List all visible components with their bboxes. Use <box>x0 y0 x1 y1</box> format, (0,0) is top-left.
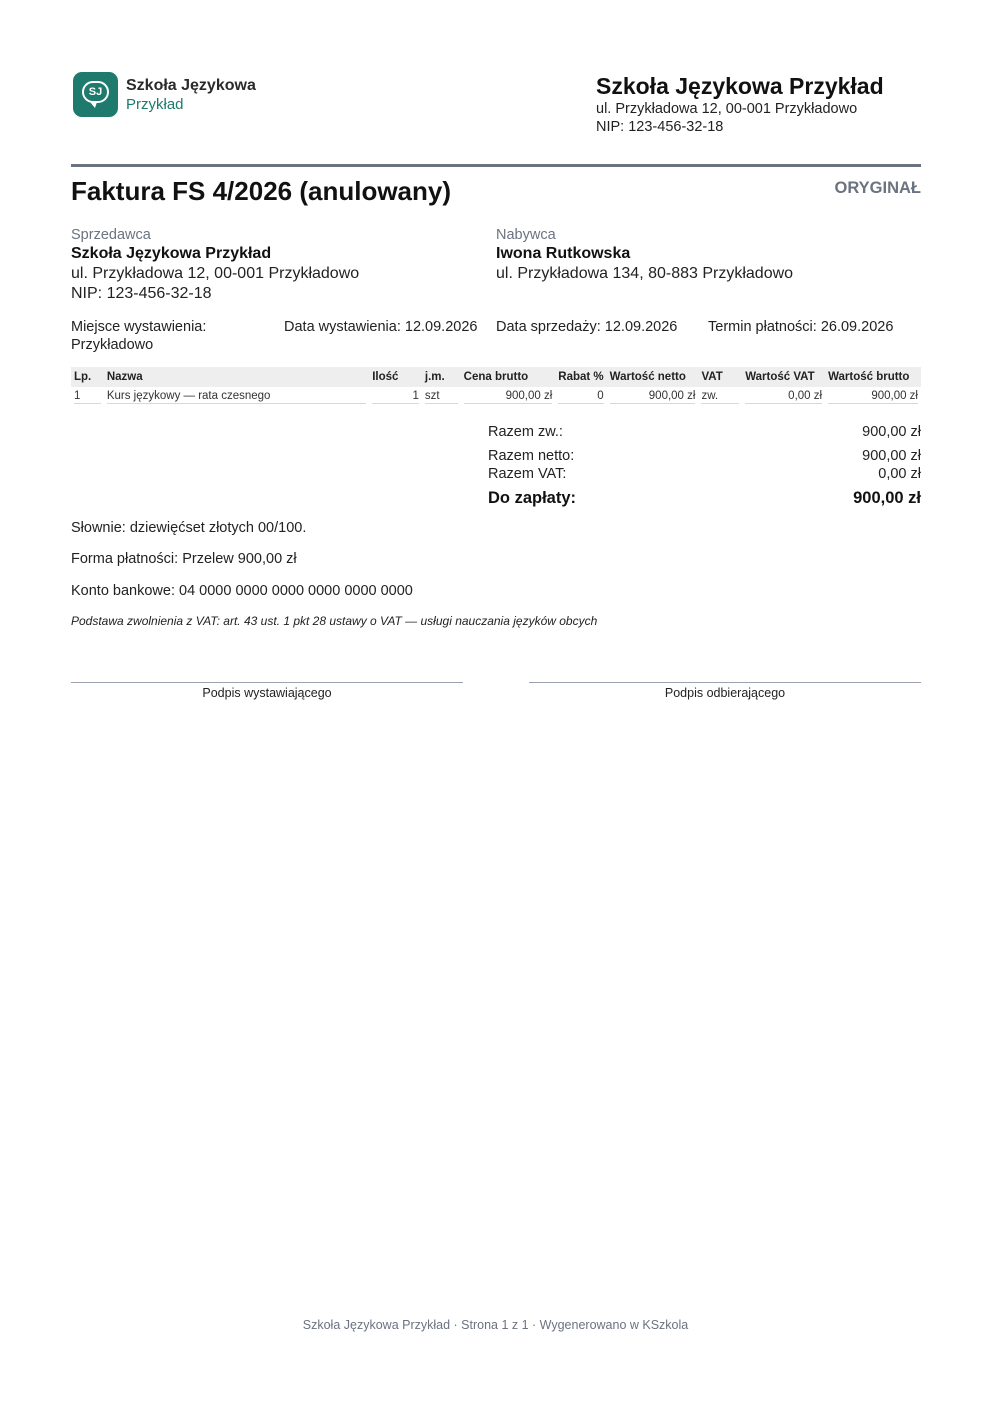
speech-bubble-icon <box>73 72 118 117</box>
company-address: ul. Przykładowa 12, 00-001 Przykładowo <box>596 101 858 117</box>
seller-label: Sprzedawca <box>71 227 151 243</box>
total-net-row <box>488 447 921 465</box>
school-logo <box>73 72 256 117</box>
total-exempt-row <box>488 423 921 441</box>
table-row <box>71 387 921 407</box>
copy-label: ORYGINAŁ <box>834 179 921 197</box>
seller-address: ul. Przykładowa 12, 00-001 Przykładowo <box>71 265 360 282</box>
col-vat-value: Wartość VAT <box>742 367 825 387</box>
row-net-value: 900,00 zł <box>610 390 696 404</box>
company-nip: NIP: 123-456-32-18 <box>596 119 724 135</box>
issue-place: Miejsce wystawienia: Przykładowo <box>71 319 207 353</box>
total-vat-label: Razem VAT: <box>488 466 567 482</box>
seller-nip: NIP: 123-456-32-18 <box>71 285 212 302</box>
buyer-block <box>496 226 793 284</box>
row-vat: zw. <box>701 390 739 404</box>
bank-account: Konto bankowe: 04 0000 0000 0000 0000 0000 0000 <box>71 583 413 599</box>
row-gross-value: 900,00 zł <box>828 390 918 404</box>
col-lp: Lp. <box>71 367 104 387</box>
totals-block <box>488 423 921 509</box>
total-due-value: 900,00 zł <box>853 489 921 507</box>
buyer-address: ul. Przykładowa 134, 80-883 Przykładowo <box>496 265 794 282</box>
items-table <box>71 367 921 407</box>
amount-in-words: Słownie: dziewięćset złotych 00/100. <box>71 520 307 536</box>
sale-date: Data sprzedaży: 12.09.2026 <box>496 319 678 335</box>
logo-initials: SJ <box>82 81 109 103</box>
col-name: Nazwa <box>104 367 369 387</box>
row-name: Kurs językowy — rata czesnego <box>107 390 366 404</box>
payment-method: Forma płatności: Przelew 900,00 zł <box>71 551 297 567</box>
total-exempt-label: Razem zw.: <box>488 424 563 440</box>
total-exempt-value: 900,00 zł <box>862 424 921 440</box>
logo-name: Szkoła Językowa <box>126 76 256 94</box>
table-header-row <box>71 367 921 387</box>
col-gross-value: Wartość brutto <box>825 367 921 387</box>
row-lp: 1 <box>74 390 101 404</box>
issuer-signature: Podpis wystawiającego <box>71 682 463 700</box>
buyer-name: Iwona Rutkowska <box>496 245 631 262</box>
seller-block <box>71 226 359 304</box>
row-qty: 1 <box>372 390 419 404</box>
total-net-value: 900,00 zł <box>862 448 921 464</box>
row-unit: szt <box>425 390 458 404</box>
due-date: Termin płatności: 26.09.2026 <box>708 319 894 335</box>
company-header <box>596 72 884 136</box>
total-due-label: Do zapłaty: <box>488 489 577 507</box>
header-divider <box>71 164 921 167</box>
col-net-value: Wartość netto <box>607 367 699 387</box>
total-net-label: Razem netto: <box>488 448 575 464</box>
receiver-signature: Podpis odbierającego <box>529 682 921 700</box>
seller-name: Szkoła Językowa Przykład <box>71 245 272 262</box>
col-discount: Rabat % <box>555 367 606 387</box>
col-gross-price: Cena brutto <box>461 367 556 387</box>
company-name: Szkoła Językowa Przykład <box>596 73 884 99</box>
row-gross-price: 900,00 zł <box>464 390 553 404</box>
invoice-title: Faktura FS 4/2026 (anulowany) <box>71 176 452 206</box>
col-vat: VAT <box>698 367 742 387</box>
issue-date: Data wystawienia: 12.09.2026 <box>284 319 478 335</box>
col-unit: j.m. <box>422 367 461 387</box>
row-vat-value: 0,00 zł <box>745 390 822 404</box>
total-due-row <box>488 487 921 509</box>
logo-sub: Przykład <box>126 95 184 113</box>
buyer-label: Nabywca <box>496 227 556 243</box>
total-vat-row <box>488 465 921 483</box>
total-vat-value: 0,00 zł <box>878 466 921 482</box>
vat-exemption-note: Podstawa zwolnienia z VAT: art. 43 ust. 1 pkt 28 ustawy o VAT — usługi nauczania języków obcych <box>71 614 598 628</box>
col-qty: Ilość <box>369 367 422 387</box>
row-discount: 0 <box>558 390 603 404</box>
page-footer: Szkoła Językowa Przykład · Strona 1 z 1 · Wygenerowano w KSzkola <box>302 1318 689 1332</box>
